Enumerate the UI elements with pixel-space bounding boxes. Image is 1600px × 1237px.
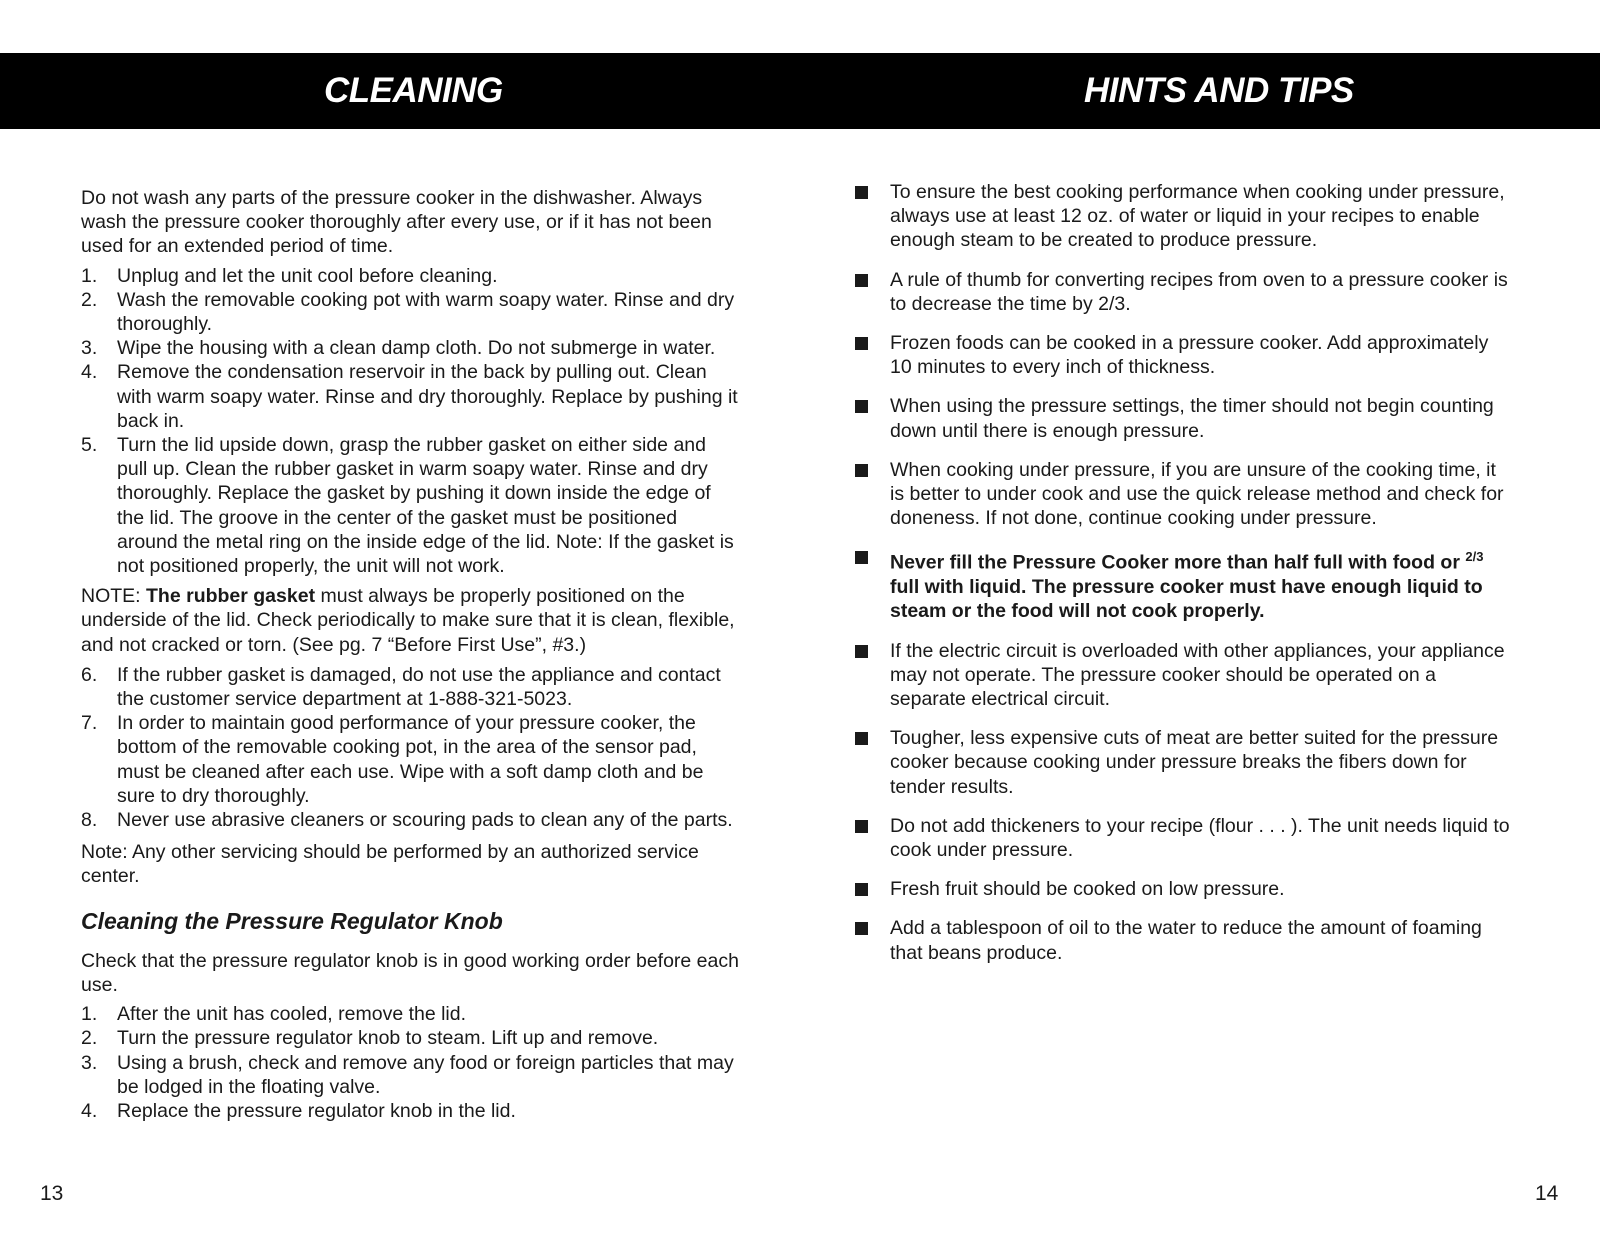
list-item bbox=[81, 1002, 741, 1026]
square-bullet-icon bbox=[855, 645, 868, 658]
list-item bbox=[852, 331, 1512, 379]
list-item bbox=[81, 336, 741, 360]
list-item bbox=[81, 288, 741, 336]
square-bullet-icon bbox=[855, 922, 868, 935]
list-item-warning bbox=[852, 545, 1512, 623]
page-number-right: 14 bbox=[1535, 1182, 1559, 1205]
step-text: Turn the pressure regulator knob to steam. Lift up and remove. bbox=[117, 1027, 659, 1050]
tip-text: Fresh fruit should be cooked on low pressure. bbox=[890, 878, 1285, 901]
square-bullet-icon bbox=[855, 337, 868, 350]
list-item bbox=[852, 877, 1512, 901]
step-text: Replace the pressure regulator knob in the lid. bbox=[117, 1099, 516, 1122]
step-number: 2. bbox=[81, 288, 98, 311]
step-text: Turn the lid upside down, grasp the rubber gasket on either side and pull up. Clean the rubber gasket in warm soapy water. Rinse and dry thoroughly. Replace the gasket by pushing it down inside the edge of the lid. The groove in the center of the gasket must be positioned around the metal ring on the inside edge of the lid. Note: If the gasket is not positioned properly, the unit will not work. bbox=[117, 434, 734, 578]
cleaning-steps-list bbox=[81, 264, 741, 579]
list-item bbox=[81, 1099, 741, 1123]
square-bullet-icon bbox=[855, 883, 868, 896]
tip-text: To ensure the best cooking performance when cooking under pressure, always use at least 12 oz. of water or liquid in your recipes to enable enough steam to be created to produce pressure. bbox=[890, 181, 1505, 252]
list-item bbox=[81, 360, 741, 433]
page-number-left: 13 bbox=[40, 1182, 64, 1205]
list-item bbox=[81, 1026, 741, 1050]
step-text: Wipe the housing with a clean damp cloth. Do not submerge in water. bbox=[117, 337, 716, 360]
list-item bbox=[81, 808, 741, 832]
section-banner bbox=[0, 53, 1600, 129]
list-item bbox=[852, 180, 1512, 253]
square-bullet-icon bbox=[855, 732, 868, 745]
tip-text-before: Never fill the Pressure Cooker more than half full with food or bbox=[890, 551, 1466, 574]
step-number: 1. bbox=[81, 264, 98, 287]
step-number: 5. bbox=[81, 434, 98, 457]
cleaning-column bbox=[81, 186, 741, 1129]
tip-text: Tougher, less expensive cuts of meat are better suited for the pressure cooker because cooking under pressure breaks the fibers down for tender results. bbox=[890, 727, 1499, 798]
step-text: Never use abrasive cleaners or scouring pads to clean any of the parts. bbox=[117, 809, 733, 832]
list-item bbox=[81, 264, 741, 288]
square-bullet-icon bbox=[855, 551, 868, 564]
tip-fraction: 2/3 bbox=[1465, 549, 1484, 565]
list-item bbox=[81, 663, 741, 711]
cleaning-title: CLEANING bbox=[324, 71, 503, 110]
list-item bbox=[852, 394, 1512, 442]
square-bullet-icon bbox=[855, 186, 868, 199]
tip-text: When using the pressure settings, the timer should not begin counting down until there is enough pressure. bbox=[890, 395, 1494, 442]
note-prefix: NOTE: bbox=[81, 585, 147, 608]
cleaning-intro: Do not wash any parts of the pressure cooker in the dishwasher. Always wash the pressure cooker thoroughly after every use, or if it has not been used for an extended period of time. bbox=[81, 187, 712, 258]
list-item bbox=[852, 639, 1512, 712]
step-text: In order to maintain good performance of your pressure cooker, the bottom of the removable cooking pot, in the area of the sensor pad, must be cleaned after each use. Wipe with a soft damp cloth and be sure to dry thoroughly. bbox=[117, 712, 704, 807]
step-text: If the rubber gasket is damaged, do not use the appliance and contact the customer service department at 1-888-321-5023. bbox=[117, 663, 721, 711]
step-text: Remove the condensation reservoir in the back by pulling out. Clean with warm soapy water. Rinse and dry thoroughly. Replace by pushing it back in. bbox=[117, 361, 738, 432]
hints-and-tips-title: HINTS AND TIPS bbox=[1084, 71, 1354, 110]
regulator-heading: Cleaning the Pressure Regulator Knob bbox=[81, 907, 503, 934]
step-text: Using a brush, check and remove any food or foreign particles that may be lodged in the floating valve. bbox=[117, 1051, 734, 1098]
hints-column bbox=[852, 180, 1512, 980]
step-number: 4. bbox=[81, 1099, 98, 1122]
step-number: 6. bbox=[81, 663, 98, 686]
tip-text: Frozen foods can be cooked in a pressure cooker. Add approximately 10 minutes to every inch of thickness. bbox=[890, 332, 1489, 379]
tips-list bbox=[852, 180, 1512, 965]
tip-text: Add a tablespoon of oil to the water to reduce the amount of foaming that beans produce. bbox=[890, 917, 1482, 964]
list-item bbox=[852, 268, 1512, 316]
servicing-note: Note: Any other servicing should be performed by an authorized service center. bbox=[81, 841, 699, 888]
step-number: 8. bbox=[81, 809, 98, 832]
gasket-note bbox=[81, 584, 741, 657]
square-bullet-icon bbox=[855, 464, 868, 477]
tip-text-after: full with liquid. The pressure cooker must have enough liquid to steam or the food will not cook properly. bbox=[890, 576, 1483, 623]
regulator-steps-list bbox=[81, 1002, 741, 1123]
tip-text: Do not add thickeners to your recipe (flour . . . ). The unit needs liquid to cook under pressure. bbox=[890, 814, 1510, 861]
cleaning-steps-list-continued bbox=[81, 663, 741, 832]
list-item bbox=[81, 1051, 741, 1099]
note-rest: must always be properly positioned on the underside of the lid. Check periodically to make sure that it is clean, flexible, and not cracked or torn. (See pg. 7 “Before First Use”, #3.) bbox=[81, 585, 735, 656]
list-item bbox=[852, 458, 1512, 531]
square-bullet-icon bbox=[855, 400, 868, 413]
step-text: Unplug and let the unit cool before cleaning. bbox=[117, 264, 498, 287]
square-bullet-icon bbox=[855, 274, 868, 287]
step-text: Wash the removable cooking pot with warm soapy water. Rinse and dry thoroughly. bbox=[117, 288, 735, 336]
step-number: 4. bbox=[81, 361, 98, 384]
list-item bbox=[852, 814, 1512, 862]
regulator-intro: Check that the pressure regulator knob is in good working order before each use. bbox=[81, 949, 739, 996]
step-number: 3. bbox=[81, 337, 98, 360]
square-bullet-icon bbox=[855, 820, 868, 833]
tip-text: When cooking under pressure, if you are unsure of the cooking time, it is better to under cook and use the quick release method and check for doneness. If not done, continue cooking under pressure. bbox=[890, 458, 1504, 530]
note-bold: The rubber gasket bbox=[146, 585, 316, 608]
list-item bbox=[852, 916, 1512, 964]
step-number: 7. bbox=[81, 712, 98, 735]
step-number: 1. bbox=[81, 1003, 98, 1026]
tip-text: If the electric circuit is overloaded with other appliances, your appliance may not operate. The pressure cooker should be operated on a separate electrical circuit. bbox=[890, 639, 1505, 710]
list-item bbox=[81, 433, 741, 578]
list-item bbox=[81, 711, 741, 808]
step-text: After the unit has cooled, remove the lid. bbox=[117, 1003, 467, 1026]
step-number: 2. bbox=[81, 1027, 98, 1050]
tip-text: A rule of thumb for converting recipes from oven to a pressure cooker is to decrease the time by 2/3. bbox=[890, 268, 1508, 315]
list-item bbox=[852, 726, 1512, 799]
step-number: 3. bbox=[81, 1051, 98, 1074]
